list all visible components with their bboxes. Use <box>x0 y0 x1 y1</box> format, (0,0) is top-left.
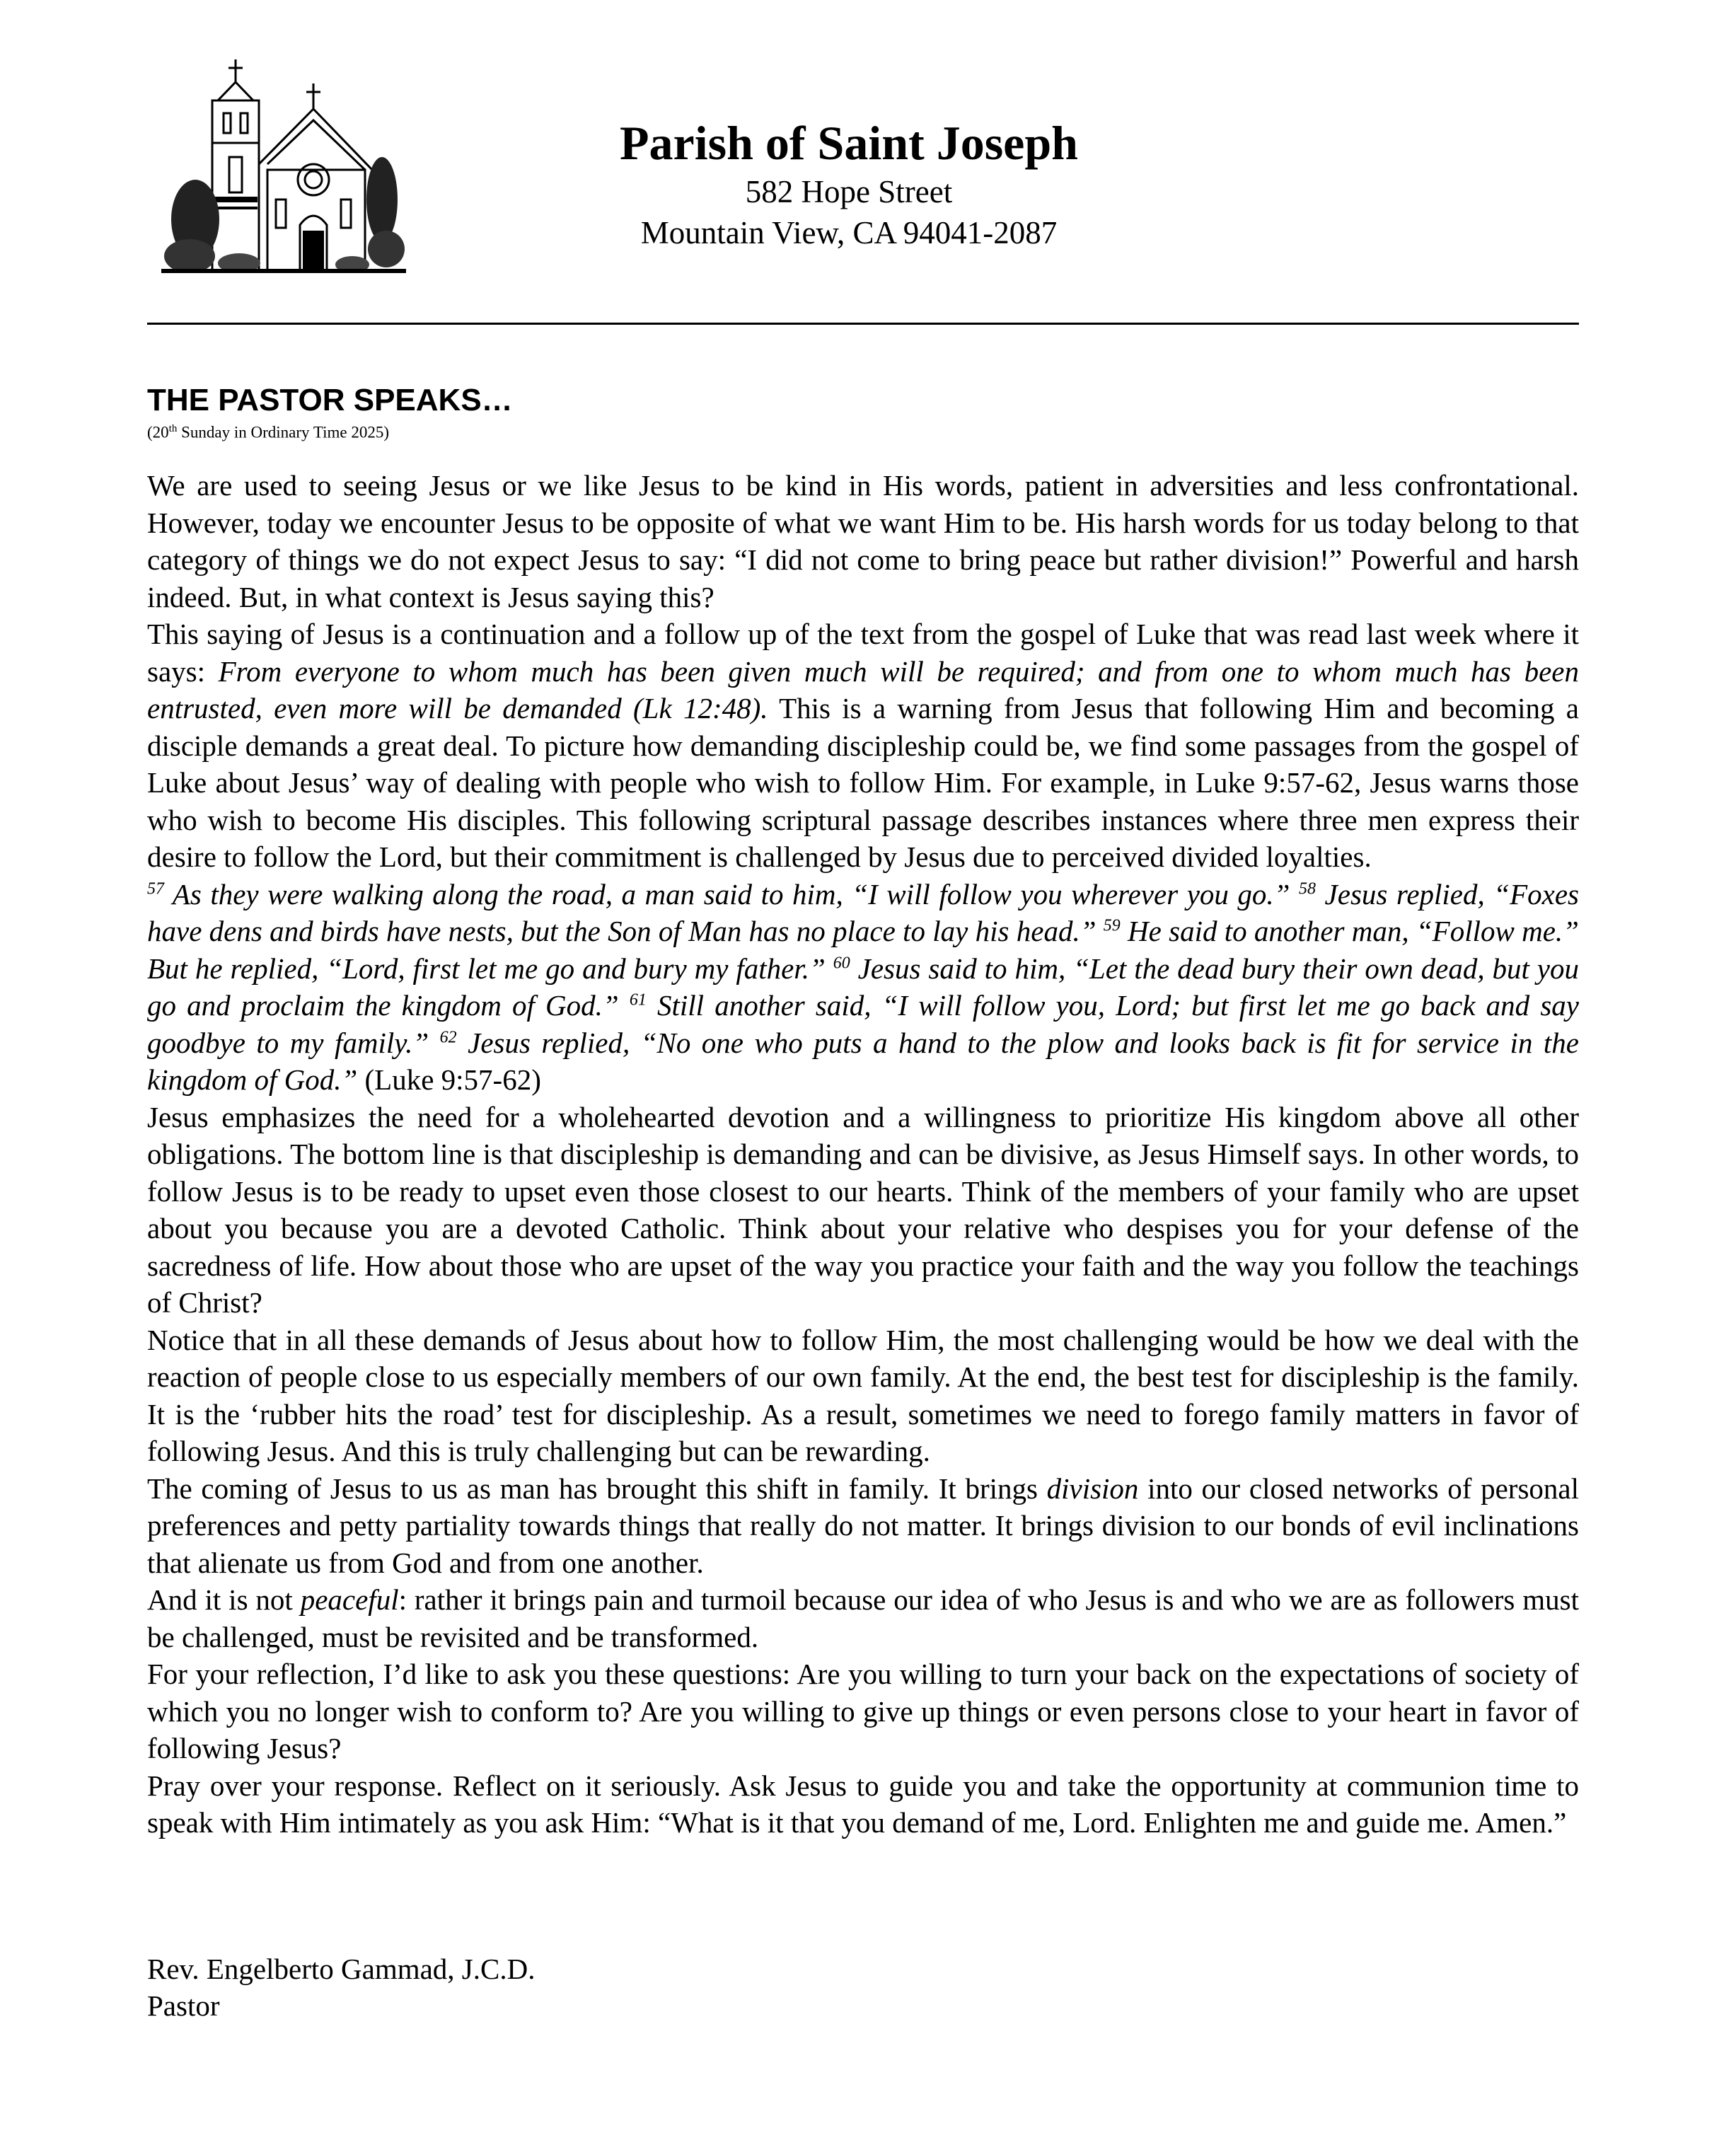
parish-name: Parish of Saint Joseph <box>620 116 1078 170</box>
paragraph-4: Jesus emphasizes the need for a wholehearted devotion and a willingness to prioritize His kingdom above all other obligations. The bottom line is that discipleship is demanding and can be divisive, as Jesus Himself says. In other words, to follow Jesus is to be ready to upset even those closest to our hearts. Think of the members of your family who are upset about you because you are a devoted Catholic. Think about your relative who despises you for your defense of the sacredness of life. How about those who are upset of the way you practice your faith and the way you follow the teachings of Christ? <box>147 1100 1579 1319</box>
verse-number: 59 <box>1103 916 1121 935</box>
paragraph-2 <box>147 615 1579 876</box>
header-divider <box>147 323 1579 325</box>
p6-text-a: The coming of Jesus to us as man has brought this shift in family. It brings <box>147 1472 1047 1505</box>
paragraph-1: We are used to seeing Jesus or we like Jesus to be kind in His words, patient in adversities and less confrontational. However, today we encounter Jesus to be opposite of what we want Him to be. His harsh words for us today belong to that category of things we do not expect Jesus to say: “I did not come to bring peace but rather division!” Powerful and harsh indeed. But, in what context is Jesus saying this? <box>147 469 1579 613</box>
subtitle-open: (20 <box>147 423 169 441</box>
article-body <box>147 467 1579 1842</box>
verse-text: He said to another man, “Follow me.” But he replied, “Lord, first let me go and bury my father.” <box>147 915 1579 985</box>
paragraph-7 <box>147 1581 1579 1655</box>
p7-text-a: And it is not <box>147 1583 301 1616</box>
p7-emphasis: peaceful <box>300 1583 399 1616</box>
verse-text: Jesus replied, “No one who puts a hand to the plow and looks back is fit for service in the kingdom of God.” <box>147 1026 1579 1096</box>
p2-text-a: This saying of Jesus is a continuation and a follow up of the text from the gospel of Luke that was read last week where it says: <box>147 618 1579 688</box>
verse-text: Jesus replied, “Foxes have dens and birds have nests, but the Son of Man has no place to lay his head.” <box>147 877 1579 947</box>
signature-title: Pastor <box>147 1989 220 2022</box>
verse-number: 61 <box>629 990 647 1010</box>
parish-street: 582 Hope Street <box>745 174 953 209</box>
verse-number: 57 <box>147 879 164 898</box>
paragraph-8: For your reflection, I’d like to ask you these questions: Are you willing to turn your back on the expectations of society of which you no longer wish to conform to? Are you willing to give up things or even persons close to your heart in favor of following Jesus? <box>147 1658 1579 1764</box>
section-title: THE PASTOR SPEAKS… <box>147 383 513 417</box>
paragraph-9: Pray over your response. Reflect on it seriously. Ask Jesus to guide you and take the opportunity at communion time to speak with Him intimately as you ask Him: “What is it that you demand of me, Lord. Enlighten me and guide me. Amen.” <box>147 1769 1579 1839</box>
verse-text: As they were walking along the road, a man said to him, “I will follow you wherever you go.” <box>164 877 1300 911</box>
paragraph-6 <box>147 1470 1579 1582</box>
p6-text-c: into our closed networks of personal preferences and petty partiality towards things that really do not matter. It brings division to our bonds of evil inclinations that alienate us from God and from one another. <box>147 1472 1579 1579</box>
p2-text-c: This is a warning from Jesus that following Him and becoming a disciple demands a great deal. To picture how demanding discipleship could be, we find some passages from the gospel of Luke about Jesus’ way of dealing with people who wish to follow Him. For example, in Luke 9:57-62, Jesus warns those who wish to become His disciples. This following scriptural passage describes instances where three men express their desire to follow the Lord, but their commitment is challenged by Jesus due to perceived divided loyalties. <box>147 692 1579 873</box>
verse-number: 62 <box>439 1027 457 1046</box>
section-subtitle <box>147 419 389 443</box>
verse-reference: (Luke 9:57-62) <box>357 1063 541 1096</box>
parish-city: Mountain View, CA 94041-2087 <box>640 215 1058 250</box>
p6-emphasis: division <box>1046 1472 1139 1505</box>
verse-number: 58 <box>1299 879 1317 898</box>
signature-block <box>147 1950 535 2024</box>
signature-name: Rev. Engelberto Gammad, J.C.D. <box>147 1953 536 1985</box>
verse-text: Still another said, “I will follow you, Lord; but first let me go back and say goodbye to my family.” <box>147 989 1579 1059</box>
paragraph-5: Notice that in all these demands of Jesus about how to follow Him, the most challenging would be how we deal with the reaction of people close to us especially members of our own family. At the end, the best test for discipleship is the family. It is the ‘rubber hits the road’ test for discipleship. As a result, sometimes we need to forego family matters in favor of following Jesus. And this is truly challenging but can be rewarding. <box>147 1323 1579 1467</box>
subtitle-rest: Sunday in Ordinary Time 2025) <box>177 423 389 441</box>
parish-header <box>566 115 1132 253</box>
scripture-passage <box>147 876 1579 1099</box>
verse-number: 60 <box>833 953 850 972</box>
p7-text-c: : rather it brings pain and turmoil because our idea of who Jesus is and who we are as followers must be challenged, must be revisited and be transformed. <box>147 1583 1579 1653</box>
p2-quote: From everyone to whom much has been given much will be required; and from one to whom much has been entrusted, even more will be demanded (Lk 12:48). <box>147 654 1580 724</box>
subtitle-sup: th <box>168 423 178 434</box>
verse-text: Jesus said to him, “Let the dead bury their own dead, but you go and proclaim the kingdom of God.” <box>147 952 1580 1022</box>
church-logo-icon <box>161 58 406 282</box>
